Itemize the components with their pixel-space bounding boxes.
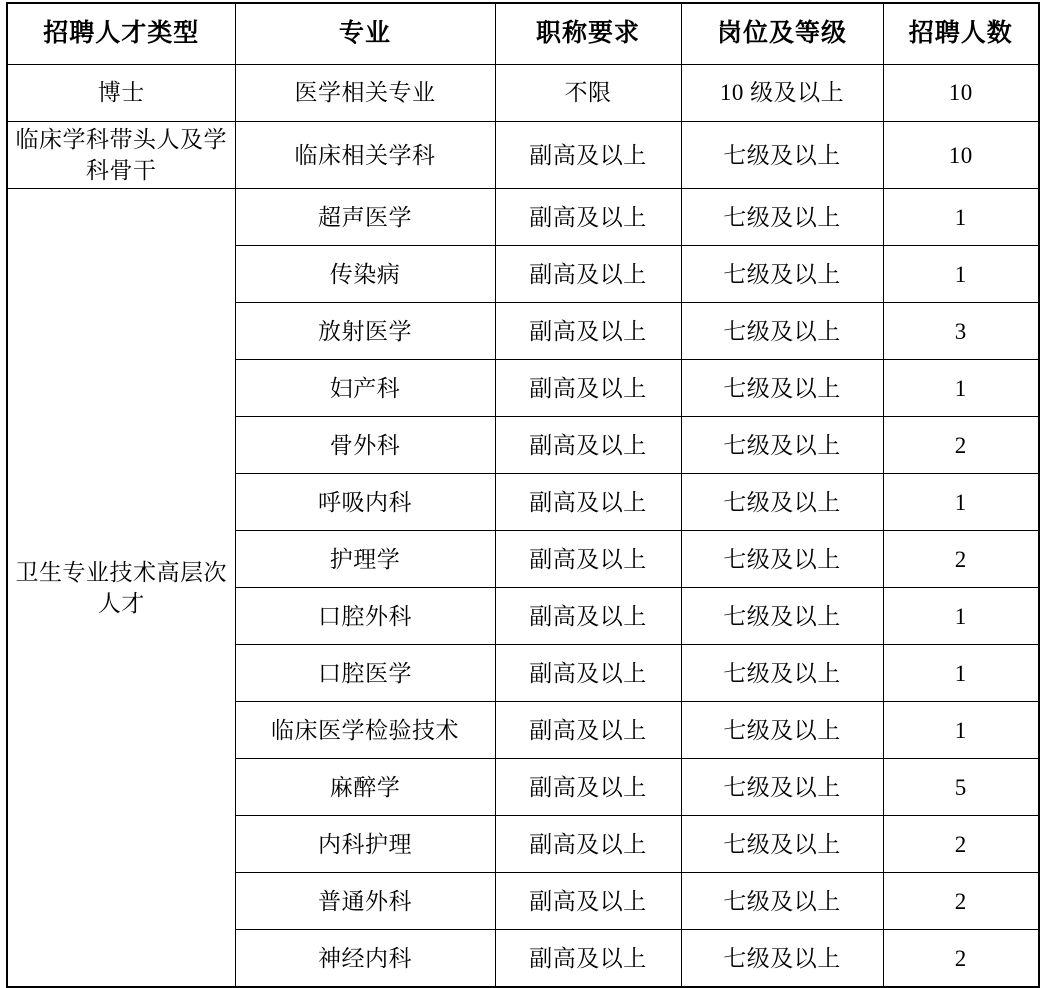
headcount-cell: 1 [883, 474, 1039, 531]
title-requirement-cell: 副高及以上 [495, 645, 681, 702]
title-requirement-cell: 副高及以上 [495, 531, 681, 588]
talent-type-cell: 卫生专业技术高层次人才 [7, 189, 235, 988]
headcount-cell: 2 [883, 417, 1039, 474]
major-cell: 传染病 [235, 246, 495, 303]
post-level-cell: 七级及以上 [681, 873, 883, 930]
post-level-cell: 七级及以上 [681, 417, 883, 474]
post-level-cell: 七级及以上 [681, 645, 883, 702]
post-level-cell: 10 级及以上 [681, 65, 883, 122]
column-header-title-requirement: 职称要求 [495, 3, 681, 65]
headcount-cell: 2 [883, 930, 1039, 988]
title-requirement-cell: 不限 [495, 65, 681, 122]
headcount-cell: 1 [883, 588, 1039, 645]
headcount-cell: 1 [883, 645, 1039, 702]
post-level-cell: 七级及以上 [681, 122, 883, 189]
column-header-post-level: 岗位及等级 [681, 3, 883, 65]
post-level-cell: 七级及以上 [681, 759, 883, 816]
major-cell: 临床医学检验技术 [235, 702, 495, 759]
post-level-cell: 七级及以上 [681, 588, 883, 645]
recruitment-table [6, 2, 1040, 988]
title-requirement-cell: 副高及以上 [495, 417, 681, 474]
post-level-cell: 七级及以上 [681, 246, 883, 303]
major-cell: 护理学 [235, 531, 495, 588]
headcount-cell: 2 [883, 873, 1039, 930]
major-cell: 麻醉学 [235, 759, 495, 816]
major-cell: 骨外科 [235, 417, 495, 474]
headcount-cell: 2 [883, 816, 1039, 873]
table-body [7, 65, 1039, 988]
talent-type-cell: 博士 [7, 65, 235, 122]
post-level-cell: 七级及以上 [681, 474, 883, 531]
column-header-talent-type: 招聘人才类型 [7, 3, 235, 65]
major-cell: 放射医学 [235, 303, 495, 360]
headcount-cell: 2 [883, 531, 1039, 588]
headcount-cell: 5 [883, 759, 1039, 816]
post-level-cell: 七级及以上 [681, 816, 883, 873]
title-requirement-cell: 副高及以上 [495, 303, 681, 360]
post-level-cell: 七级及以上 [681, 360, 883, 417]
headcount-cell: 10 [883, 122, 1039, 189]
major-cell: 普通外科 [235, 873, 495, 930]
column-header-major: 专业 [235, 3, 495, 65]
title-requirement-cell: 副高及以上 [495, 759, 681, 816]
title-requirement-cell: 副高及以上 [495, 930, 681, 988]
headcount-cell: 1 [883, 360, 1039, 417]
post-level-cell: 七级及以上 [681, 189, 883, 246]
headcount-cell: 10 [883, 65, 1039, 122]
title-requirement-cell: 副高及以上 [495, 588, 681, 645]
major-cell: 妇产科 [235, 360, 495, 417]
title-requirement-cell: 副高及以上 [495, 474, 681, 531]
major-cell: 口腔医学 [235, 645, 495, 702]
post-level-cell: 七级及以上 [681, 930, 883, 988]
major-cell: 临床相关学科 [235, 122, 495, 189]
table-row [7, 65, 1039, 122]
title-requirement-cell: 副高及以上 [495, 122, 681, 189]
major-cell: 内科护理 [235, 816, 495, 873]
headcount-cell: 1 [883, 702, 1039, 759]
post-level-cell: 七级及以上 [681, 303, 883, 360]
major-cell: 超声医学 [235, 189, 495, 246]
title-requirement-cell: 副高及以上 [495, 702, 681, 759]
table-row [7, 189, 1039, 246]
headcount-cell: 1 [883, 246, 1039, 303]
post-level-cell: 七级及以上 [681, 531, 883, 588]
title-requirement-cell: 副高及以上 [495, 360, 681, 417]
post-level-cell: 七级及以上 [681, 702, 883, 759]
headcount-cell: 1 [883, 189, 1039, 246]
major-cell: 医学相关专业 [235, 65, 495, 122]
title-requirement-cell: 副高及以上 [495, 246, 681, 303]
title-requirement-cell: 副高及以上 [495, 816, 681, 873]
talent-type-cell: 临床学科带头人及学科骨干 [7, 122, 235, 189]
major-cell: 口腔外科 [235, 588, 495, 645]
major-cell: 呼吸内科 [235, 474, 495, 531]
title-requirement-cell: 副高及以上 [495, 189, 681, 246]
table-header [7, 3, 1039, 65]
headcount-cell: 3 [883, 303, 1039, 360]
table-header-row [7, 3, 1039, 65]
table-row [7, 122, 1039, 189]
major-cell: 神经内科 [235, 930, 495, 988]
title-requirement-cell: 副高及以上 [495, 873, 681, 930]
column-header-headcount: 招聘人数 [883, 3, 1039, 65]
